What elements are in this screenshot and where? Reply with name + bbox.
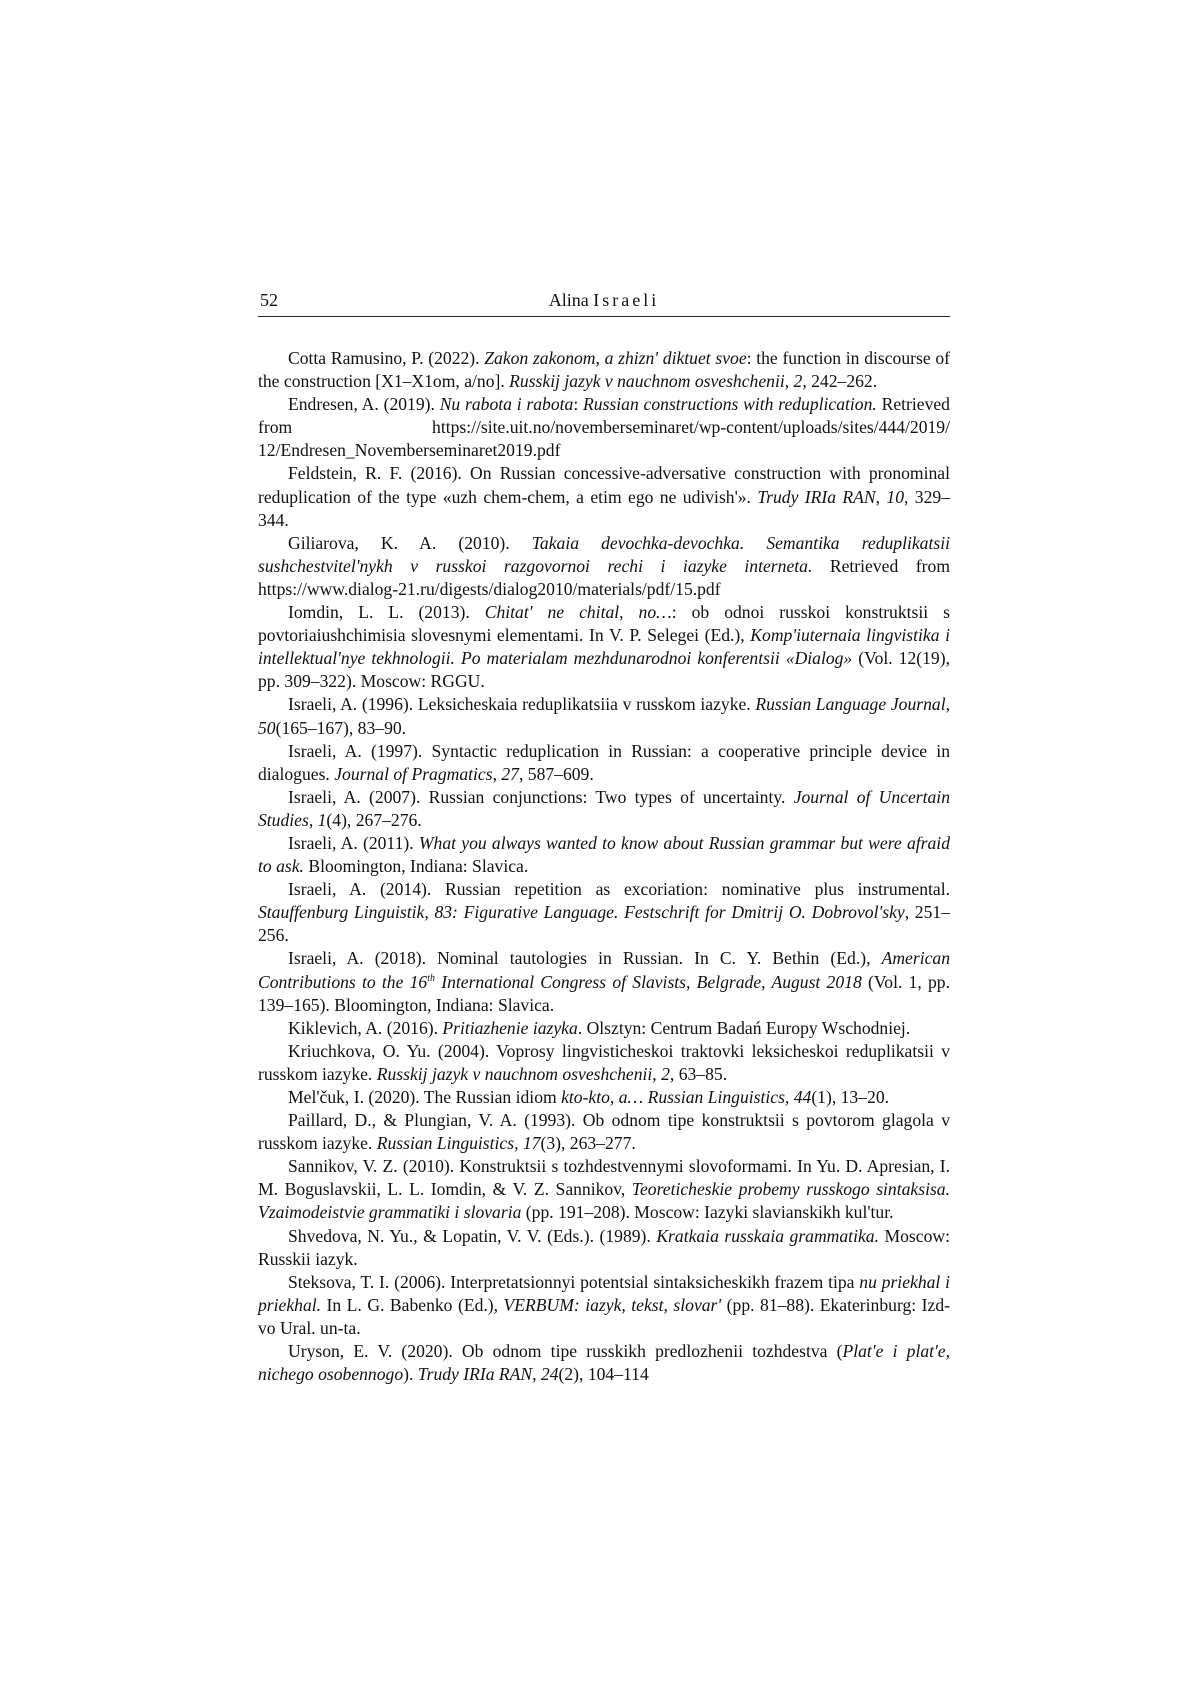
reference-italic-text: Russian constructions with reduplication. bbox=[583, 394, 877, 415]
reference-text: : the function in discourse of the construction [X1–X1om, a/no]. bbox=[258, 348, 951, 392]
reference-text: Sannikov, V. Z. (2010). Konstruktsii s tozhdestvennymi slovoformami. In Yu. D. Apresian, I. M. Boguslavskii, L. L. Iomdin, & V. Z. Sannikov, bbox=[258, 1156, 950, 1200]
reference-text: Israeli, A. (1997). Syntactic reduplication in Russian: a cooperative principle device in dialogues. bbox=[258, 740, 950, 784]
reference-italic-text: What you always wanted to know about Russian grammar but were afraid to ask. bbox=[258, 832, 950, 877]
reference-entry bbox=[258, 832, 950, 878]
reference-text: (pp. 191–208). Moscow: Iazyki slavianskikh kul'tur. bbox=[521, 1202, 894, 1223]
reference-entry bbox=[258, 601, 950, 693]
reference-text: Feldstein, R. F. (2016). On Russian concessive-adversative construction with pronominal reduplication of the type «uzh chem-chem, a etim ego ne udivish'». bbox=[258, 463, 950, 507]
reference-entry bbox=[258, 1109, 950, 1155]
reference-text: Paillard, D., & Plungian, V. A. (1993). Ob odnom tipe konstruktsii s povtorom glagola v russkom iazyke. bbox=[258, 1110, 950, 1154]
running-header bbox=[258, 290, 950, 317]
reference-text: , 63–85. bbox=[669, 1063, 728, 1084]
reference-text: (3), 263–277. bbox=[540, 1133, 636, 1154]
reference-entry bbox=[258, 347, 950, 393]
reference-italic-text: Zakon zakonom, a zhizn' diktuet svoe bbox=[484, 348, 747, 368]
reference-text: Bloomington, Indiana: Slavica. bbox=[303, 856, 529, 877]
reference-italic-text: Russkij jazyk v nauchnom osveshchenii, 2 bbox=[376, 1063, 670, 1084]
reference-text: ). bbox=[403, 1364, 418, 1385]
reference-italic-text: Nu rabota i rabota bbox=[439, 394, 574, 415]
reference-text: , 587–609. bbox=[518, 763, 594, 784]
reference-text: Israeli, A. (2011). bbox=[288, 832, 419, 853]
reference-italic-text: Komp'iuternaia lingvistika i intellektual'nye tekhnologii. Po materialam mezhdunarodnoi konferentsii «Dialog» bbox=[258, 625, 950, 669]
reference-entry bbox=[258, 1017, 950, 1040]
reference-text: Moscow: Russkii iazyk. bbox=[258, 1225, 950, 1269]
reference-text: Retrieved from https://site.uit.no/novemberseminaret/wp-content/uploads/sites/444/2019/ 12/Endresen_Novemberseminaret2019.pdf bbox=[258, 394, 950, 461]
reference-italic-text: Russkij jazyk v nauchnom osveshchenii, 2 bbox=[509, 371, 803, 392]
reference-entry bbox=[258, 947, 950, 1016]
reference-italic-text: VERBUM: iazyk, tekst, slovar' bbox=[503, 1294, 722, 1315]
reference-italic-text: Takaia devochka-devochka. Semantika reduplikatsii sushchestvitel'nykh v russkoi razgovornoi rechi i iazyke interneta. bbox=[258, 532, 950, 576]
reference-entry bbox=[258, 1086, 950, 1109]
reference-text: : ob odnoi russkoi konstruktsii s povtoriaiushchimisia slovesnymi elementami. In V. P. Selegei (Ed.), bbox=[258, 602, 950, 646]
running-head-author bbox=[258, 290, 950, 311]
reference-text: Steksova, T. I. (2006). Interpretatsionnyi potentsial sintaksicheskikh frazem tipa bbox=[288, 1271, 860, 1292]
reference-italic-text: Pritiazhenie iazyka bbox=[442, 1017, 578, 1038]
reference-italic-text: Stauffenburg Linguistik, 83: Figurative Language. Festschrift for Dmitrij O. Dobrovol'sky bbox=[258, 902, 905, 923]
reference-text: , 251–256. bbox=[258, 902, 950, 946]
reference-entry bbox=[258, 1340, 950, 1386]
reference-italic-text: Chitat' ne chital, no… bbox=[484, 602, 672, 623]
reference-entry bbox=[258, 1040, 950, 1086]
reference-text: . Olsztyn: Centrum Badań Europy Wschodniej. bbox=[577, 1017, 911, 1038]
reference-superscript-wrap bbox=[427, 973, 435, 984]
reference-text: Kiklevich, A. (2016). bbox=[288, 1017, 443, 1038]
reference-text: Mel'čuk, I. (2020). The Russian idiom bbox=[288, 1087, 562, 1107]
reference-text: Kriuchkova, O. Yu. (2004). Voprosy lingvisticheskoi traktovki leksicheskoi reduplikatsii v russkom iazyke. bbox=[258, 1040, 950, 1084]
reference-italic-text: Russian Language Journal, 50 bbox=[258, 694, 950, 738]
reference-entry bbox=[258, 393, 950, 462]
reference-italic-text: nu priekhal i priekhal. bbox=[258, 1271, 950, 1315]
reference-text: Retrieved from https://www.dialog-21.ru/digests/dialog2010/materials/pdf/15.pdf bbox=[258, 555, 950, 599]
reference-list bbox=[258, 347, 950, 1386]
reference-italic-text: Trudy IRIa RAN, 24 bbox=[417, 1364, 559, 1385]
author-last-name: Israeli bbox=[593, 290, 660, 310]
reference-text: Israeli, A. (2007). Russian conjunctions: Two types of uncertainty. bbox=[288, 786, 794, 807]
reference-italic-text: Russian Linguistics, 44 bbox=[647, 1087, 812, 1107]
reference-text: , 329–344. bbox=[258, 486, 950, 530]
reference-text: , 242–262. bbox=[802, 371, 878, 392]
reference-entry bbox=[258, 462, 950, 531]
reference-italic-text: Plat'e i plat'e, nichego osobennogo bbox=[258, 1341, 950, 1385]
reference-italic-text: kto-kto, a… bbox=[561, 1087, 644, 1107]
reference-entry bbox=[258, 1155, 950, 1224]
reference-italic-text: Teoreticheskie probemy russkogo sintaksisa. Vzaimodeistvie grammatiki i slovaria bbox=[258, 1179, 950, 1223]
reference-italic-text: Kratkaia russkaia grammatika. bbox=[656, 1225, 879, 1246]
reference-text: Giliarova, K. A. (2010). bbox=[288, 532, 532, 553]
reference-text: (Vol. 12(19), pp. 309–322). Moscow: RGGU. bbox=[258, 648, 950, 692]
reference-italic-text: International Congress of Slavists, Belgrade, August 2018 bbox=[435, 971, 862, 992]
reference-text: (4), 267–276. bbox=[326, 809, 422, 830]
reference-italic-text: Russian Linguistics, 17 bbox=[376, 1133, 541, 1154]
reference-italic-text: Trudy IRIa RAN, 10 bbox=[757, 486, 905, 507]
reference-text: (Vol. 1, pp. 139–165). Bloomington, Indiana: Slavica. bbox=[258, 971, 951, 1015]
reference-italic-text: Journal of Uncertain Studies, 1 bbox=[258, 786, 950, 830]
reference-text: Israeli, A. (2014). Russian repetition as excoriation: nominative plus instrumental. bbox=[288, 879, 950, 900]
page-number: 52 bbox=[260, 290, 278, 310]
reference-text: Cotta Ramusino, P. (2022). bbox=[288, 348, 485, 368]
reference-entry bbox=[258, 532, 950, 601]
reference-entry bbox=[258, 878, 950, 947]
reference-text: (2), 104–114 bbox=[558, 1364, 649, 1385]
reference-italic-text: American Contributions to the 16 bbox=[258, 948, 950, 992]
reference-text: In L. G. Babenko (Ed.), bbox=[321, 1294, 504, 1315]
reference-entry bbox=[258, 1271, 950, 1340]
reference-text: (165–167), 83–90. bbox=[275, 717, 407, 738]
reference-text: Israeli, A. (2018). Nominal tautologies in Russian. In C. Y. Bethin (Ed.), bbox=[288, 948, 882, 969]
reference-text: (pp. 81–88). Ekaterinburg: Izd-vo Ural. un-ta. bbox=[258, 1294, 950, 1338]
reference-text: : bbox=[573, 394, 584, 415]
author-first-name: Alina bbox=[548, 290, 589, 310]
reference-entry bbox=[258, 740, 950, 786]
reference-italic-text: Journal of Pragmatics, 27 bbox=[334, 763, 519, 784]
reference-entry bbox=[258, 786, 950, 832]
reference-text: Uryson, E. V. (2020). Ob odnom tipe russkikh predlozhenii tozhdestva ( bbox=[288, 1341, 843, 1362]
reference-entry bbox=[258, 693, 950, 739]
reference-superscript: th bbox=[427, 972, 435, 984]
reference-text: (1), 13–20. bbox=[811, 1087, 890, 1107]
reference-text: Shvedova, N. Yu., & Lopatin, V. V. (Eds.). (1989). bbox=[288, 1225, 657, 1246]
reference-text: Endresen, A. (2019). bbox=[288, 394, 440, 415]
reference-text: Israeli, A. (1996). Leksicheskaia reduplikatsiia v russkom iazyke. bbox=[288, 694, 756, 715]
reference-entry bbox=[258, 1225, 950, 1271]
reference-text: Iomdin, L. L. (2013). bbox=[288, 602, 485, 623]
